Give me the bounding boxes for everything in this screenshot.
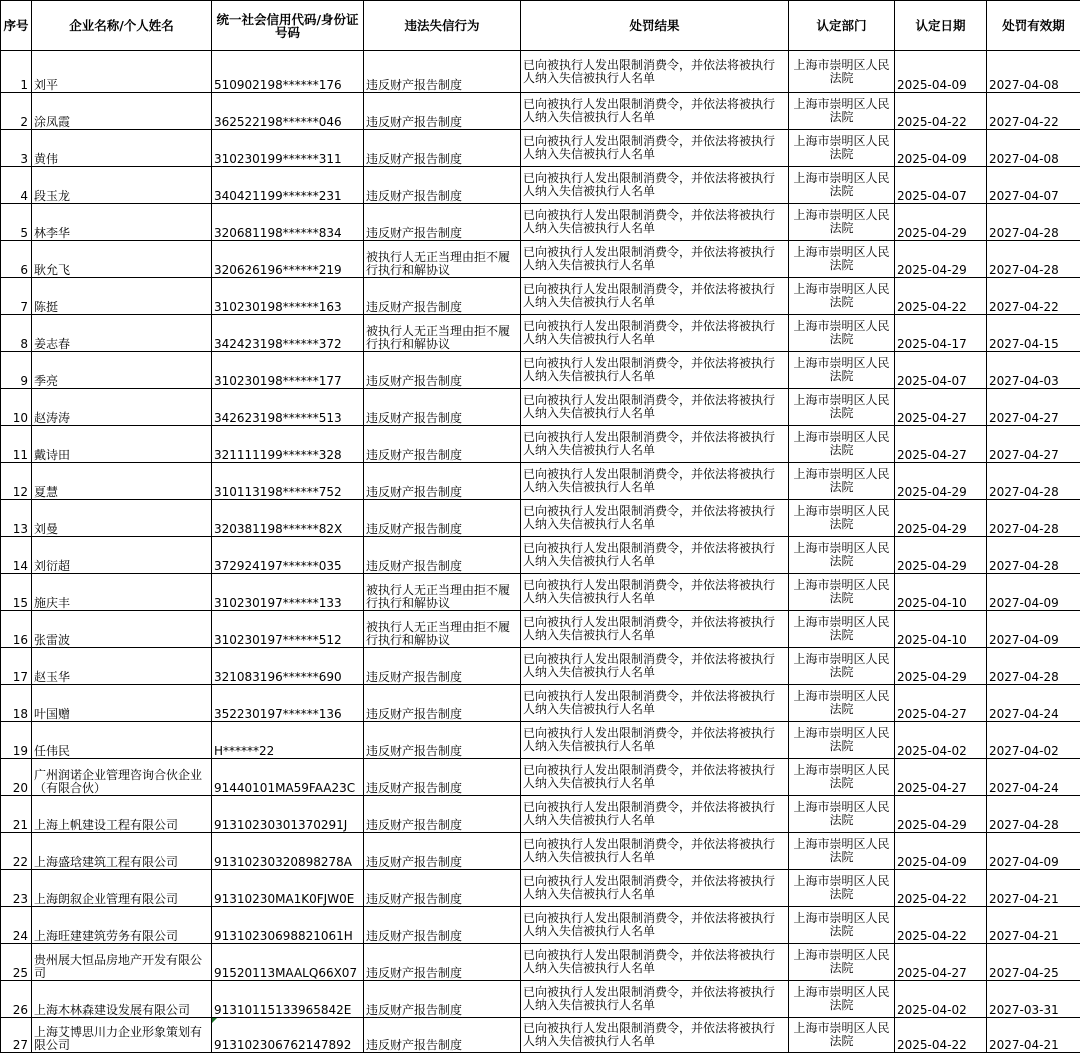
- row-code-cell: 510902198******176: [212, 51, 364, 93]
- row-behavior-cell: 违反财产报告制度: [364, 130, 521, 167]
- row-index-cell: 9: [1, 352, 32, 389]
- row-dept-cell: 上海市崇明区人民法院: [789, 759, 895, 796]
- table-row: [1, 537, 1080, 574]
- row-valid-cell: 2027-04-27: [987, 426, 1080, 463]
- row-index-cell: 12: [1, 463, 32, 500]
- row-result-cell: 已向被执行人发出限制消费令，并依法将被执行人纳入失信被执行人名单: [521, 537, 789, 574]
- header-index: 序号: [1, 1, 32, 51]
- row-code-cell: 91310230MA1K0FJW0E: [212, 870, 364, 907]
- row-code-cell: 342423198******372: [212, 315, 364, 352]
- table-row: [1, 315, 1080, 352]
- row-behavior-cell: 违反财产报告制度: [364, 93, 521, 130]
- row-date-cell: 2025-04-29: [895, 537, 987, 574]
- table-row: [1, 167, 1080, 204]
- row-result-cell: 已向被执行人发出限制消费令，并依法将被执行人纳入失信被执行人名单: [521, 944, 789, 981]
- row-index-cell: 23: [1, 870, 32, 907]
- table-row: [1, 611, 1080, 648]
- table-row: [1, 241, 1080, 278]
- row-dept-cell: 上海市崇明区人民法院: [789, 315, 895, 352]
- row-dept-cell: 上海市崇明区人民法院: [789, 537, 895, 574]
- row-behavior-cell: 违反财产报告制度: [364, 463, 521, 500]
- row-date-cell: 2025-04-29: [895, 241, 987, 278]
- row-dept-cell: 上海市崇明区人民法院: [789, 93, 895, 130]
- row-valid-cell: 2027-04-28: [987, 796, 1080, 833]
- row-code-cell: 342623198******513: [212, 389, 364, 426]
- row-date-cell: 2025-04-09: [895, 833, 987, 870]
- row-behavior-cell: 违反财产报告制度: [364, 944, 521, 981]
- row-name-cell: 夏慧: [32, 463, 212, 500]
- row-date-cell: 2025-04-07: [895, 167, 987, 204]
- row-date-cell: 2025-04-22: [895, 93, 987, 130]
- row-code-cell: 91310230301370291J: [212, 796, 364, 833]
- row-code-cell: 310230199******311: [212, 130, 364, 167]
- row-behavior-cell: 违反财产报告制度: [364, 389, 521, 426]
- row-dept-cell: 上海市崇明区人民法院: [789, 500, 895, 537]
- row-result-cell: 已向被执行人发出限制消费令，并依法将被执行人纳入失信被执行人名单: [521, 759, 789, 796]
- table-row: [1, 907, 1080, 944]
- row-code-cell: 91520113MAALQ66X07: [212, 944, 364, 981]
- row-code-cell: 310230197******512: [212, 611, 364, 648]
- row-result-cell: 已向被执行人发出限制消费令，并依法将被执行人纳入失信被执行人名单: [521, 93, 789, 130]
- row-result-cell: 已向被执行人发出限制消费令，并依法将被执行人纳入失信被执行人名单: [521, 981, 789, 1018]
- row-behavior-cell: 违反财产报告制度: [364, 722, 521, 759]
- row-behavior-cell: 违反财产报告制度: [364, 1018, 521, 1053]
- row-valid-cell: 2027-04-21: [987, 870, 1080, 907]
- row-index-cell: 27: [1, 1018, 32, 1053]
- row-code-cell: 321083196******690: [212, 648, 364, 685]
- row-code-cell: 91310230698821061H: [212, 907, 364, 944]
- table-row: [1, 1018, 1080, 1053]
- row-name-cell: 张雷波: [32, 611, 212, 648]
- row-result-cell: 已向被执行人发出限制消费令，并依法将被执行人纳入失信被执行人名单: [521, 463, 789, 500]
- row-dept-cell: 上海市崇明区人民法院: [789, 241, 895, 278]
- row-date-cell: 2025-04-09: [895, 51, 987, 93]
- row-valid-cell: 2027-04-08: [987, 130, 1080, 167]
- table-row: [1, 352, 1080, 389]
- row-date-cell: 2025-04-17: [895, 315, 987, 352]
- table-row: [1, 130, 1080, 167]
- row-valid-cell: 2027-04-22: [987, 93, 1080, 130]
- row-date-cell: 2025-04-22: [895, 278, 987, 315]
- row-code-cell: 310113198******752: [212, 463, 364, 500]
- row-date-cell: 2025-04-27: [895, 759, 987, 796]
- table-row: [1, 685, 1080, 722]
- row-name-cell: 任伟民: [32, 722, 212, 759]
- table-row: [1, 796, 1080, 833]
- row-index-cell: 1: [1, 51, 32, 93]
- row-valid-cell: 2027-04-15: [987, 315, 1080, 352]
- row-valid-cell: 2027-04-24: [987, 759, 1080, 796]
- row-code-cell: H******22: [212, 722, 364, 759]
- row-index-cell: 14: [1, 537, 32, 574]
- row-name-cell: 段玉龙: [32, 167, 212, 204]
- header-name: 企业名称/个人姓名: [32, 1, 212, 51]
- header-code: 统一社会信用代码/身份证号码: [212, 1, 364, 51]
- table-row: [1, 204, 1080, 241]
- table-row: [1, 389, 1080, 426]
- row-name-cell: 上海上帆建设工程有限公司: [32, 796, 212, 833]
- row-name-cell: 施庆丰: [32, 574, 212, 611]
- table-row: [1, 93, 1080, 130]
- row-behavior-cell: 违反财产报告制度: [364, 51, 521, 93]
- row-valid-cell: 2027-04-09: [987, 833, 1080, 870]
- row-valid-cell: 2027-04-03: [987, 352, 1080, 389]
- row-dept-cell: 上海市崇明区人民法院: [789, 907, 895, 944]
- row-code-cell: 320381198******82X: [212, 500, 364, 537]
- row-behavior-cell: 违反财产报告制度: [364, 981, 521, 1018]
- row-behavior-cell: 被执行人无正当理由拒不履行执行和解协议: [364, 315, 521, 352]
- row-code-cell: 352230197******136: [212, 685, 364, 722]
- row-dept-cell: 上海市崇明区人民法院: [789, 130, 895, 167]
- row-name-cell: 上海盛琀建筑工程有限公司: [32, 833, 212, 870]
- row-date-cell: 2025-04-29: [895, 796, 987, 833]
- row-index-cell: 15: [1, 574, 32, 611]
- row-code-cell: 91310230320898278A: [212, 833, 364, 870]
- row-dept-cell: 上海市崇明区人民法院: [789, 352, 895, 389]
- row-valid-cell: 2027-04-07: [987, 167, 1080, 204]
- row-dept-cell: 上海市崇明区人民法院: [789, 278, 895, 315]
- row-valid-cell: 2027-04-28: [987, 537, 1080, 574]
- row-result-cell: 已向被执行人发出限制消费令，并依法将被执行人纳入失信被执行人名单: [521, 278, 789, 315]
- row-dept-cell: 上海市崇明区人民法院: [789, 1018, 895, 1053]
- row-result-cell: 已向被执行人发出限制消费令，并依法将被执行人纳入失信被执行人名单: [521, 389, 789, 426]
- row-result-cell: 已向被执行人发出限制消费令，并依法将被执行人纳入失信被执行人名单: [521, 241, 789, 278]
- header-dept: 认定部门: [789, 1, 895, 51]
- row-index-cell: 25: [1, 944, 32, 981]
- row-result-cell: 已向被执行人发出限制消费令，并依法将被执行人纳入失信被执行人名单: [521, 167, 789, 204]
- row-dept-cell: 上海市崇明区人民法院: [789, 981, 895, 1018]
- row-index-cell: 3: [1, 130, 32, 167]
- row-code-cell: 310230198******177: [212, 352, 364, 389]
- row-result-cell: 已向被执行人发出限制消费令，并依法将被执行人纳入失信被执行人名单: [521, 648, 789, 685]
- row-result-cell: 已向被执行人发出限制消费令，并依法将被执行人纳入失信被执行人名单: [521, 500, 789, 537]
- row-name-cell: 上海旺建建筑劳务有限公司: [32, 907, 212, 944]
- row-code-cell: 320681198******834: [212, 204, 364, 241]
- row-code-cell: 913102306762147892: [212, 1018, 364, 1053]
- row-date-cell: 2025-04-07: [895, 352, 987, 389]
- row-index-cell: 11: [1, 426, 32, 463]
- row-dept-cell: 上海市崇明区人民法院: [789, 51, 895, 93]
- row-name-cell: 戴诗田: [32, 426, 212, 463]
- row-date-cell: 2025-04-10: [895, 574, 987, 611]
- table-row: [1, 463, 1080, 500]
- row-name-cell: 贵州展大恒品房地产开发有限公司: [32, 944, 212, 981]
- row-behavior-cell: 被执行人无正当理由拒不履行执行和解协议: [364, 611, 521, 648]
- row-name-cell: 林李华: [32, 204, 212, 241]
- row-index-cell: 7: [1, 278, 32, 315]
- row-valid-cell: 2027-04-02: [987, 722, 1080, 759]
- row-code-cell: 321111199******328: [212, 426, 364, 463]
- row-index-cell: 13: [1, 500, 32, 537]
- row-valid-cell: 2027-04-21: [987, 907, 1080, 944]
- row-index-cell: 2: [1, 93, 32, 130]
- row-dept-cell: 上海市崇明区人民法院: [789, 574, 895, 611]
- row-name-cell: 黄伟: [32, 130, 212, 167]
- row-dept-cell: 上海市崇明区人民法院: [789, 167, 895, 204]
- row-dept-cell: 上海市崇明区人民法院: [789, 944, 895, 981]
- table-row: [1, 51, 1080, 93]
- row-date-cell: 2025-04-27: [895, 944, 987, 981]
- table-row: [1, 833, 1080, 870]
- row-result-cell: 已向被执行人发出限制消费令，并依法将被执行人纳入失信被执行人名单: [521, 204, 789, 241]
- row-code-cell: 91440101MA59FAA23C: [212, 759, 364, 796]
- row-valid-cell: 2027-04-08: [987, 51, 1080, 93]
- row-code-cell: 91310115133965842E: [212, 981, 364, 1018]
- row-name-cell: 刘衍超: [32, 537, 212, 574]
- row-result-cell: 已向被执行人发出限制消费令，并依法将被执行人纳入失信被执行人名单: [521, 685, 789, 722]
- row-code-cell: 320626196******219: [212, 241, 364, 278]
- row-valid-cell: 2027-04-25: [987, 944, 1080, 981]
- row-result-cell: 已向被执行人发出限制消费令，并依法将被执行人纳入失信被执行人名单: [521, 51, 789, 93]
- row-index-cell: 19: [1, 722, 32, 759]
- row-name-cell: 上海艾博思川力企业形象策划有限公司: [32, 1018, 212, 1053]
- row-dept-cell: 上海市崇明区人民法院: [789, 685, 895, 722]
- row-date-cell: 2025-04-02: [895, 722, 987, 759]
- row-behavior-cell: 违反财产报告制度: [364, 833, 521, 870]
- row-behavior-cell: 违反财产报告制度: [364, 278, 521, 315]
- row-index-cell: 20: [1, 759, 32, 796]
- table-row: [1, 500, 1080, 537]
- row-index-cell: 16: [1, 611, 32, 648]
- row-behavior-cell: 违反财产报告制度: [364, 759, 521, 796]
- row-valid-cell: 2027-04-22: [987, 278, 1080, 315]
- row-name-cell: 陈挺: [32, 278, 212, 315]
- row-index-cell: 22: [1, 833, 32, 870]
- row-result-cell: 已向被执行人发出限制消费令，并依法将被执行人纳入失信被执行人名单: [521, 833, 789, 870]
- row-name-cell: 叶国赠: [32, 685, 212, 722]
- header-result: 处罚结果: [521, 1, 789, 51]
- row-valid-cell: 2027-04-28: [987, 463, 1080, 500]
- row-code-cell: 340421199******231: [212, 167, 364, 204]
- row-date-cell: 2025-04-10: [895, 611, 987, 648]
- row-result-cell: 已向被执行人发出限制消费令，并依法将被执行人纳入失信被执行人名单: [521, 315, 789, 352]
- row-valid-cell: 2027-04-28: [987, 241, 1080, 278]
- row-name-cell: 刘平: [32, 51, 212, 93]
- table-body: [1, 51, 1080, 1053]
- row-dept-cell: 上海市崇明区人民法院: [789, 204, 895, 241]
- row-valid-cell: 2027-04-09: [987, 611, 1080, 648]
- table-row: [1, 648, 1080, 685]
- row-index-cell: 18: [1, 685, 32, 722]
- row-date-cell: 2025-04-29: [895, 648, 987, 685]
- row-result-cell: 已向被执行人发出限制消费令，并依法将被执行人纳入失信被执行人名单: [521, 870, 789, 907]
- row-index-cell: 5: [1, 204, 32, 241]
- row-behavior-cell: 违反财产报告制度: [364, 870, 521, 907]
- row-code-cell: 310230198******163: [212, 278, 364, 315]
- row-dept-cell: 上海市崇明区人民法院: [789, 833, 895, 870]
- row-result-cell: 已向被执行人发出限制消费令，并依法将被执行人纳入失信被执行人名单: [521, 796, 789, 833]
- row-name-cell: 涂凤霞: [32, 93, 212, 130]
- table-row: [1, 574, 1080, 611]
- header-date: 认定日期: [895, 1, 987, 51]
- row-date-cell: 2025-04-22: [895, 907, 987, 944]
- row-date-cell: 2025-04-22: [895, 870, 987, 907]
- row-index-cell: 6: [1, 241, 32, 278]
- row-name-cell: 赵涛涛: [32, 389, 212, 426]
- row-valid-cell: 2027-04-21: [987, 1018, 1080, 1053]
- row-result-cell: 已向被执行人发出限制消费令，并依法将被执行人纳入失信被执行人名单: [521, 722, 789, 759]
- row-result-cell: 已向被执行人发出限制消费令，并依法将被执行人纳入失信被执行人名单: [521, 907, 789, 944]
- row-behavior-cell: 违反财产报告制度: [364, 167, 521, 204]
- row-name-cell: 刘曼: [32, 500, 212, 537]
- header-valid: 处罚有效期: [987, 1, 1080, 51]
- row-behavior-cell: 违反财产报告制度: [364, 537, 521, 574]
- row-valid-cell: 2027-04-24: [987, 685, 1080, 722]
- row-behavior-cell: 违反财产报告制度: [364, 352, 521, 389]
- row-index-cell: 10: [1, 389, 32, 426]
- row-index-cell: 21: [1, 796, 32, 833]
- row-date-cell: 2025-04-29: [895, 463, 987, 500]
- row-name-cell: 耿允飞: [32, 241, 212, 278]
- table-row: [1, 759, 1080, 796]
- row-name-cell: 广州润诺企业管理咨询合伙企业（有限合伙）: [32, 759, 212, 796]
- table-row: [1, 426, 1080, 463]
- row-dept-cell: 上海市崇明区人民法院: [789, 611, 895, 648]
- row-result-cell: 已向被执行人发出限制消费令，并依法将被执行人纳入失信被执行人名单: [521, 352, 789, 389]
- row-dept-cell: 上海市崇明区人民法院: [789, 722, 895, 759]
- table-row: [1, 944, 1080, 981]
- row-valid-cell: 2027-04-28: [987, 648, 1080, 685]
- header-row: [1, 1, 1080, 51]
- row-dept-cell: 上海市崇明区人民法院: [789, 870, 895, 907]
- row-date-cell: 2025-04-27: [895, 426, 987, 463]
- row-date-cell: 2025-04-29: [895, 204, 987, 241]
- row-behavior-cell: 违反财产报告制度: [364, 796, 521, 833]
- row-name-cell: 上海木林森建设发展有限公司: [32, 981, 212, 1018]
- row-result-cell: 已向被执行人发出限制消费令，并依法将被执行人纳入失信被执行人名单: [521, 426, 789, 463]
- row-dept-cell: 上海市崇明区人民法院: [789, 426, 895, 463]
- row-code-cell: 362522198******046: [212, 93, 364, 130]
- row-index-cell: 8: [1, 315, 32, 352]
- row-behavior-cell: 被执行人无正当理由拒不履行执行和解协议: [364, 241, 521, 278]
- row-valid-cell: 2027-04-27: [987, 389, 1080, 426]
- row-behavior-cell: 违反财产报告制度: [364, 907, 521, 944]
- row-behavior-cell: 违反财产报告制度: [364, 204, 521, 241]
- row-valid-cell: 2027-04-09: [987, 574, 1080, 611]
- row-code-cell: 372924197******035: [212, 537, 364, 574]
- row-date-cell: 2025-04-02: [895, 981, 987, 1018]
- row-behavior-cell: 违反财产报告制度: [364, 426, 521, 463]
- row-result-cell: 已向被执行人发出限制消费令，并依法将被执行人纳入失信被执行人名单: [521, 574, 789, 611]
- row-name-cell: 上海朗叙企业管理有限公司: [32, 870, 212, 907]
- row-behavior-cell: 被执行人无正当理由拒不履行执行和解协议: [364, 574, 521, 611]
- row-result-cell: 已向被执行人发出限制消费令，并依法将被执行人纳入失信被执行人名单: [521, 611, 789, 648]
- row-date-cell: 2025-04-27: [895, 389, 987, 426]
- row-index-cell: 17: [1, 648, 32, 685]
- row-dept-cell: 上海市崇明区人民法院: [789, 463, 895, 500]
- row-dept-cell: 上海市崇明区人民法院: [789, 796, 895, 833]
- row-valid-cell: 2027-04-28: [987, 500, 1080, 537]
- row-date-cell: 2025-04-27: [895, 685, 987, 722]
- row-index-cell: 4: [1, 167, 32, 204]
- table-row: [1, 278, 1080, 315]
- row-date-cell: 2025-04-09: [895, 130, 987, 167]
- row-index-cell: 24: [1, 907, 32, 944]
- row-behavior-cell: 违反财产报告制度: [364, 685, 521, 722]
- row-dept-cell: 上海市崇明区人民法院: [789, 648, 895, 685]
- header-behavior: 违法失信行为: [364, 1, 521, 51]
- row-behavior-cell: 违反财产报告制度: [364, 500, 521, 537]
- row-valid-cell: 2027-04-28: [987, 204, 1080, 241]
- row-valid-cell: 2027-03-31: [987, 981, 1080, 1018]
- row-date-cell: 2025-04-22: [895, 1018, 987, 1053]
- row-code-cell: 310230197******133: [212, 574, 364, 611]
- row-name-cell: 季亮: [32, 352, 212, 389]
- row-result-cell: 已向被执行人发出限制消费令，并依法将被执行人纳入失信被执行人名单: [521, 130, 789, 167]
- row-date-cell: 2025-04-29: [895, 500, 987, 537]
- row-result-cell: 已向被执行人发出限制消费令，并依法将被执行人纳入失信被执行人名单: [521, 1018, 789, 1053]
- row-name-cell: 赵玉华: [32, 648, 212, 685]
- table-row: [1, 870, 1080, 907]
- row-name-cell: 姜志春: [32, 315, 212, 352]
- row-behavior-cell: 违反财产报告制度: [364, 648, 521, 685]
- table-row: [1, 722, 1080, 759]
- row-index-cell: 26: [1, 981, 32, 1018]
- row-dept-cell: 上海市崇明区人民法院: [789, 389, 895, 426]
- table-row: [1, 981, 1080, 1018]
